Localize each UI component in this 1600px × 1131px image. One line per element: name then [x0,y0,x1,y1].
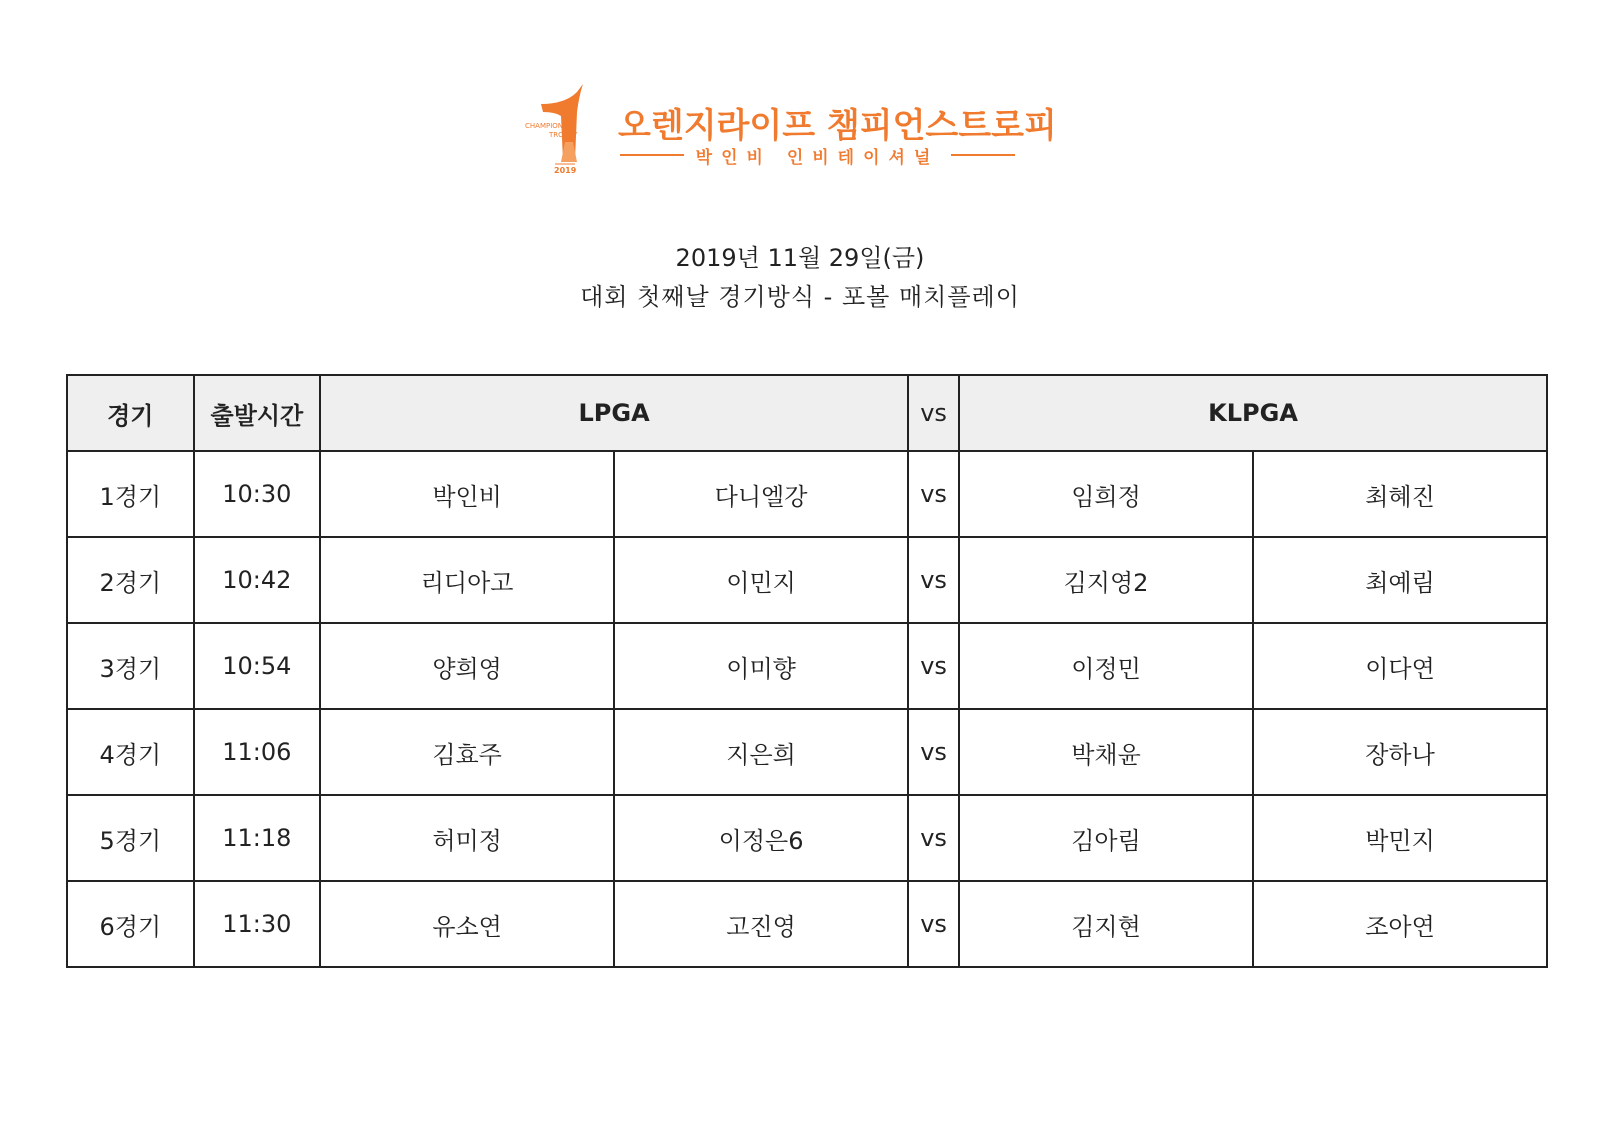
klpga-player-2: 박민지 [1253,795,1547,881]
table-row [67,451,1547,537]
start-time: 10:42 [194,537,321,623]
logo-text-champions: CHAMPIONS [525,122,568,130]
lpga-player-1: 허미정 [320,795,614,881]
subtitle-right-rule [951,154,1015,156]
logo-text-trophy: TROPHY [549,131,578,139]
header [0,0,1600,190]
header-klpga: KLPGA [959,375,1547,451]
header-start-time: 출발시간 [194,375,321,451]
klpga-player-2: 조아연 [1253,881,1547,967]
table-row [67,537,1547,623]
match-number: 3경기 [67,623,194,709]
klpga-player-2: 이다연 [1253,623,1547,709]
klpga-player-1: 박채윤 [959,709,1253,795]
lpga-player-1: 박인비 [320,451,614,537]
header-match: 경기 [67,375,194,451]
vs-label: vs [908,795,959,881]
klpga-player-1: 임희정 [959,451,1253,537]
trophy-logo-icon [525,82,605,177]
brand-subtitle [620,142,1015,168]
start-time: 11:18 [194,795,321,881]
table-row [67,881,1547,967]
klpga-player-2: 장하나 [1253,709,1547,795]
match-number: 4경기 [67,709,194,795]
match-number: 5경기 [67,795,194,881]
lpga-player-2: 이정은6 [614,795,908,881]
klpga-player-1: 이정민 [959,623,1253,709]
table-row [67,623,1547,709]
brand-subtitle-text: 박인비 인비테이셔널 [695,147,940,168]
lpga-player-2: 고진영 [614,881,908,967]
table-header-row [67,375,1547,451]
klpga-player-1: 김아림 [959,795,1253,881]
lpga-player-1: 양희영 [320,623,614,709]
brand-title: 오렌지라이프 챔피언스트로피 [618,106,1057,146]
table-row [67,709,1547,795]
vs-label: vs [908,451,959,537]
lpga-player-1: 유소연 [320,881,614,967]
start-time: 11:06 [194,709,321,795]
lpga-player-1: 리디아고 [320,537,614,623]
subtitle-left-rule [620,154,684,156]
vs-label: vs [908,537,959,623]
start-time: 10:54 [194,623,321,709]
klpga-player-1: 김지영2 [959,537,1253,623]
logo-year: 2019 [554,166,577,175]
header-lpga: LPGA [320,375,908,451]
klpga-player-1: 김지현 [959,881,1253,967]
lpga-player-2: 이민지 [614,537,908,623]
match-number: 1경기 [67,451,194,537]
match-number: 6경기 [67,881,194,967]
vs-label: vs [908,709,959,795]
start-time: 10:30 [194,451,321,537]
table-row [67,795,1547,881]
vs-label: vs [908,881,959,967]
event-format: 대회 첫째날 경기방식 - 포볼 매치플레이 [580,283,1020,311]
lpga-player-1: 김효주 [320,709,614,795]
vs-label: vs [908,623,959,709]
header-vs: vs [908,375,959,451]
match-number: 2경기 [67,537,194,623]
lpga-player-2: 이미향 [614,623,908,709]
event-date: 2019년 11월 29일(금) [675,244,925,272]
start-time: 11:30 [194,881,321,967]
klpga-player-2: 최예림 [1253,537,1547,623]
match-schedule-table [66,374,1548,968]
lpga-player-2: 다니엘강 [614,451,908,537]
klpga-player-2: 최혜진 [1253,451,1547,537]
lpga-player-2: 지은희 [614,709,908,795]
